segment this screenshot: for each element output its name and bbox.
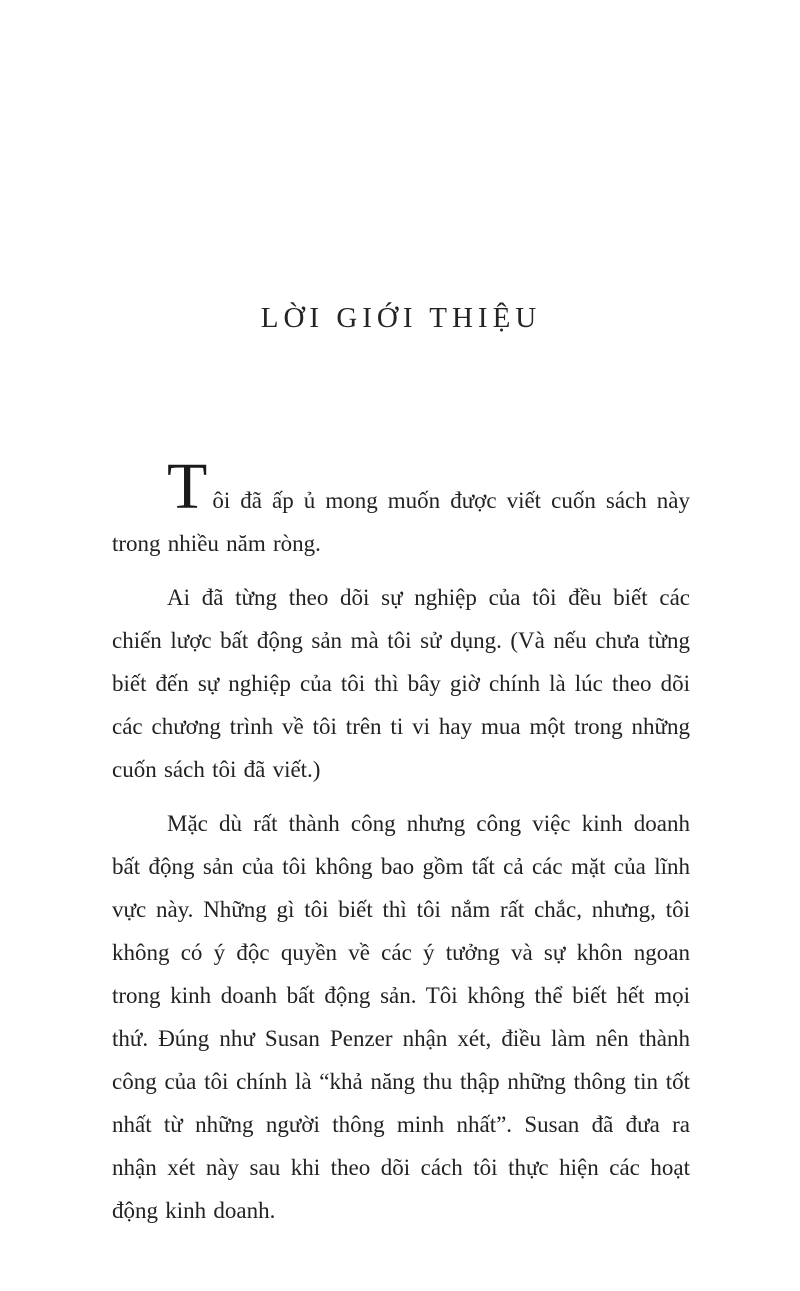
paragraph-dropcap	[112, 450, 690, 565]
paragraph-text: ôi đã ấp ủ mong muốn được viết cuốn sách này trong nhiều năm ròng.	[112, 488, 690, 556]
paragraph: Ai đã từng theo dõi sự nghiệp của tôi đều biết các chiến lược bất động sản mà tôi sử dụng. (Và nếu chưa từng biết đến sự nghiệp của tôi thì bây giờ chính là lúc theo dõi các chương trình về tôi trên ti vi hay mua một trong những cuốn sách tôi đã viết.)	[112, 585, 690, 782]
chapter-title: LỜI GIỚI THIỆU	[260, 302, 542, 334]
paragraph: Mặc dù rất thành công nhưng công việc kinh doanh bất động sản của tôi không bao gồm tất cả các mặt của lĩnh vực này. Những gì tôi biết thì tôi nắm rất chắc, nhưng, tôi không có ý độc quyền về các ý tưởng và sự khôn ngoan trong kinh doanh bất động sản. Tôi không thể biết hết mọi thứ. Đúng như Susan Penzer nhận xét, điều làm nên thành công của tôi chính là “khả năng thu thập những thông tin tốt nhất từ những người thông minh nhất”. Susan đã đưa ra nhận xét này sau khi theo dõi cách tôi thực hiện các hoạt động kinh doanh.	[112, 811, 690, 1223]
body-text	[112, 450, 690, 1232]
drop-cap-letter: T	[167, 450, 208, 523]
